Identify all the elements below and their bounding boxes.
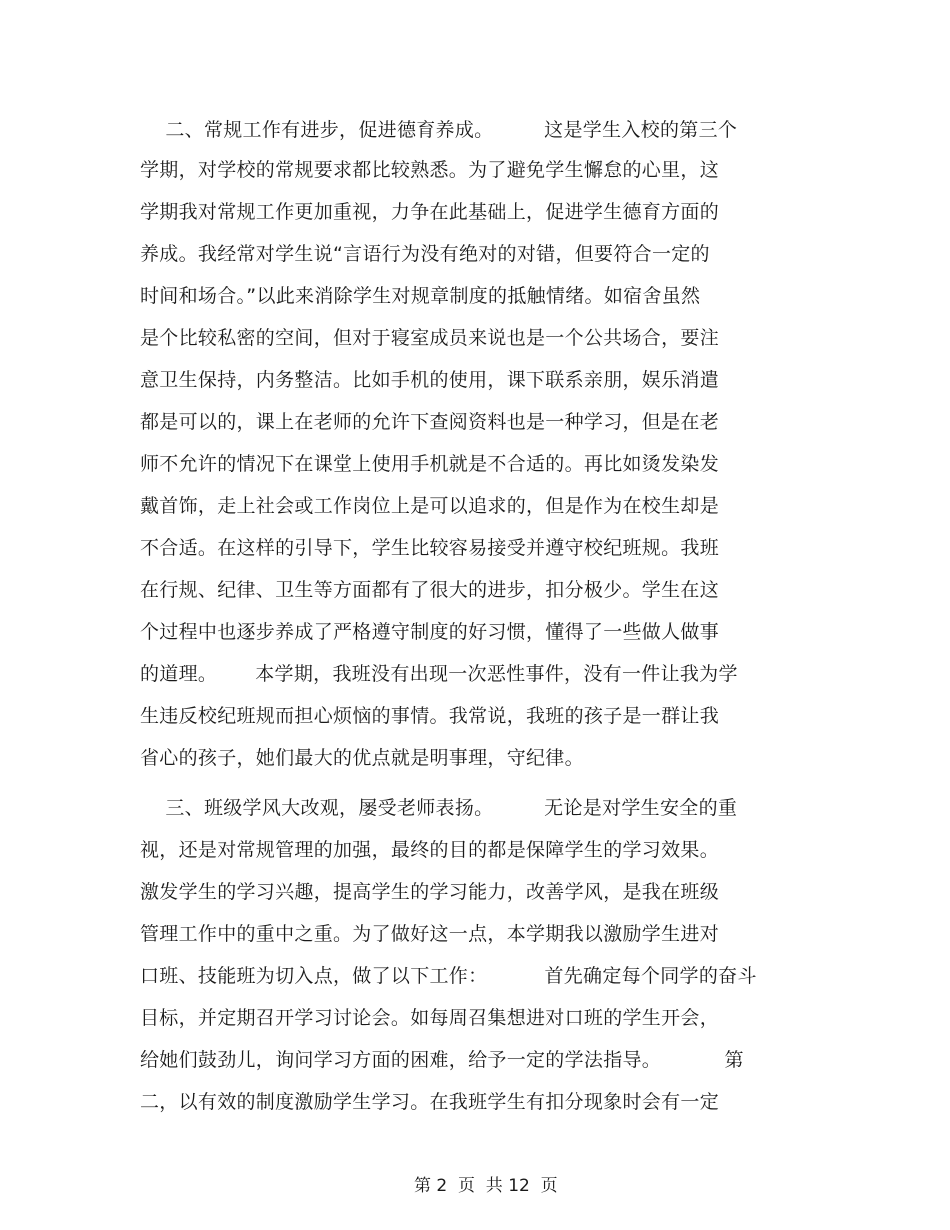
text-line: 省心的孩子，她们最大的优点就是明事理，守纪律。 [140, 747, 584, 769]
text-line: 是个比较私密的空间，但对于寝室成员来说也是一个公共场合，要注 [140, 327, 720, 349]
text-line: 二、常规工作有进步，促进德育养成。 这是学生入校的第三个 [140, 119, 738, 141]
text-line: 都是可以的，课上在老师的允许下查阅资料也是一种学习，但是在老 [140, 411, 720, 433]
text-line: 时间和场合。”以此来消除学生对规章制度的抵触情绪。如宿舍虽然 [140, 285, 701, 307]
text-line: 目标，并定期召开学习讨论会。如每周召集想进对口班的学生开会， [140, 1007, 720, 1029]
page-number-label: 第 2 页 共 12 页 [413, 1176, 558, 1196]
text-line: 的道理。 本学期，我班没有出现一次恶性事件，没有一件让我为学 [140, 663, 738, 685]
text-line: 给她们鼓劲儿，询问学习方面的困难，给予一定的学法指导。 第 [140, 1049, 744, 1071]
text-line: 个过程中也逐步养成了严格遵守制度的好习惯，懂得了一些做人做事 [140, 621, 720, 643]
text-line: 管理工作中的重中之重。为了做好这一点，本学期我以激励学生进对 [140, 923, 720, 945]
text-line: 三、班级学风大改观，屡受老师表扬。 无论是对学生安全的重 [140, 797, 738, 819]
text-line: 视，还是对常规管理的加强，最终的目的都是保障学生的学习效果。 [140, 839, 720, 861]
text-line: 激发学生的学习兴趣，提高学生的学习能力，改善学风，是我在班级 [140, 881, 720, 903]
text-line: 师不允许的情况下在课堂上使用手机就是不合适的。再比如烫发染发 [140, 453, 720, 475]
text-line: 二，以有效的制度激励学生学习。在我班学生有扣分现象时会有一定 [140, 1091, 720, 1113]
text-line: 学期我对常规工作更加重视，力争在此基础上，促进学生德育方面的 [140, 201, 720, 223]
text-line: 戴首饰，走上社会或工作岗位上是可以追求的，但是作为在校生却是 [140, 495, 720, 517]
page-footer [0, 1153, 950, 1219]
text-line: 学期，对学校的常规要求都比较熟悉。为了避免学生懈怠的心里，这 [140, 159, 720, 181]
text-line: 意卫生保持，内务整洁。比如手机的使用，课下联系亲朋，娱乐消遣 [140, 369, 720, 391]
text-line: 不合适。在这样的引导下，学生比较容易接受并遵守校纪班规。我班 [140, 537, 720, 559]
text-line: 在行规、纪律、卫生等方面都有了很大的进步，扣分极少。学生在这 [140, 579, 720, 601]
text-line: 养成。我经常对学生说“言语行为没有绝对的对错，但要符合一定的 [140, 243, 710, 265]
text-line: 口班、技能班为切入点，做了以下工作： 首先确定每个同学的奋斗 [140, 965, 757, 987]
text-line: 生违反校纪班规而担心烦恼的事情。我常说，我班的孩子是一群让我 [140, 705, 720, 727]
